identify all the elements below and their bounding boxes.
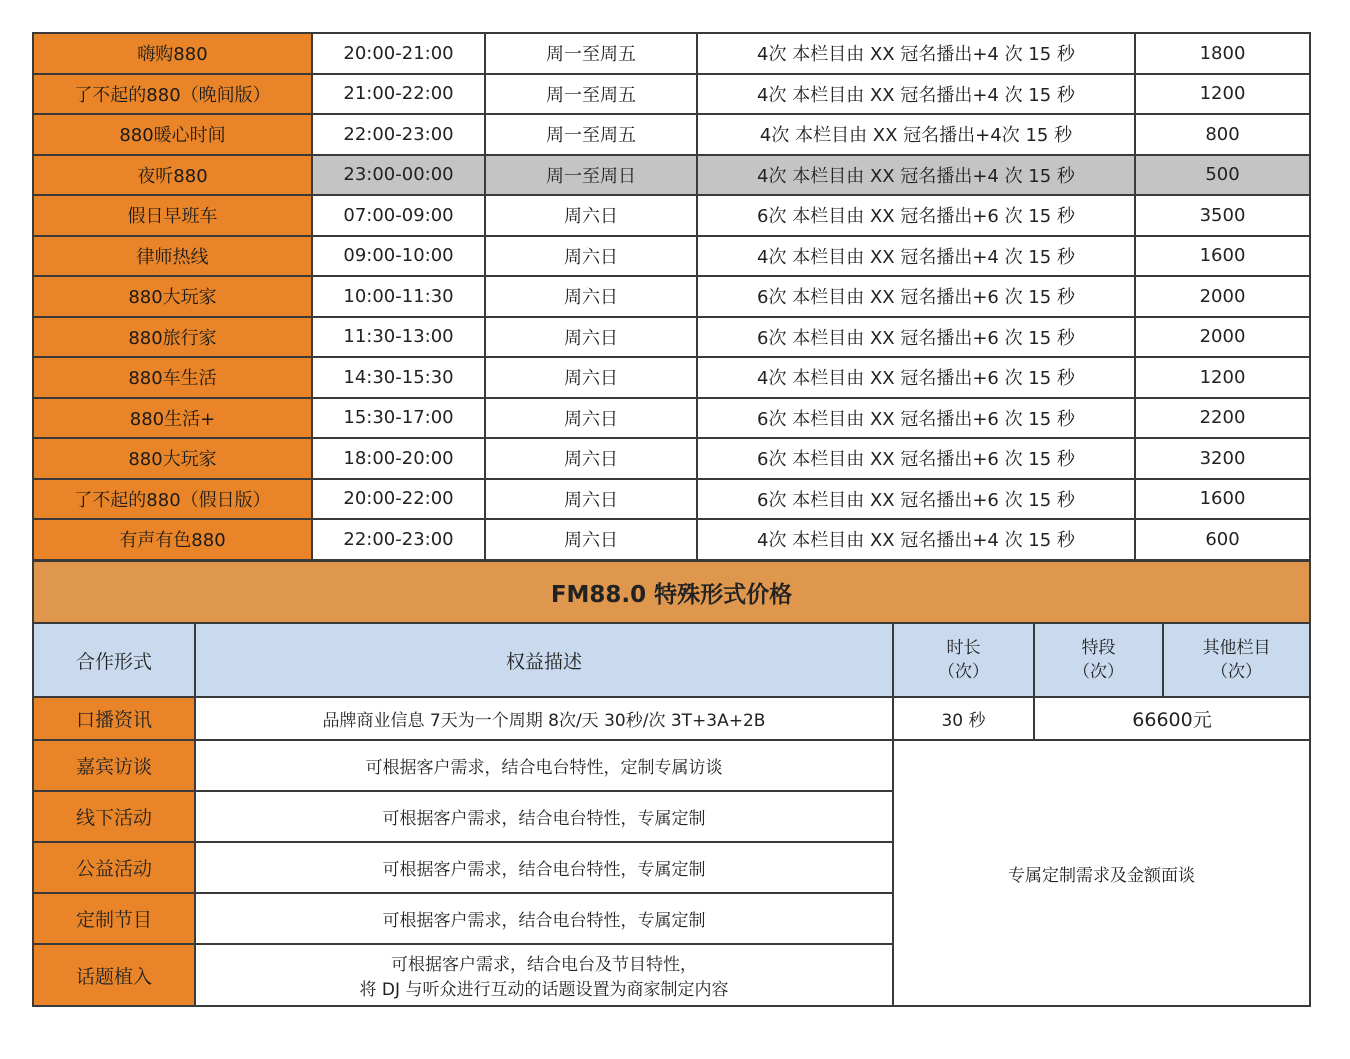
- days-cell: 周一至周五: [485, 33, 697, 74]
- days-cell: 周六日: [485, 438, 697, 479]
- desc-cell: 可根据客户需求，结合电台特性，专属定制: [195, 791, 893, 842]
- program-name-cell: 了不起的880（假日版）: [33, 479, 312, 520]
- duration-cell: 30 秒: [893, 697, 1034, 740]
- program-name-cell: 夜听880: [33, 155, 312, 196]
- time-slot-cell: 09:00-10:00: [312, 236, 485, 277]
- special-title: FM88.0 特殊形式价格: [33, 561, 1310, 623]
- form-cell: 话题植入: [33, 944, 195, 1006]
- desc-line: 可根据客户需求，结合电台及节目特性，: [391, 955, 697, 975]
- header-duration-label: 时长: [946, 638, 981, 658]
- table-row: [33, 155, 1310, 196]
- header-other-unit: （次）: [1211, 662, 1262, 682]
- time-slot-cell: 07:00-09:00: [312, 195, 485, 236]
- program-name-cell: 假日早班车: [33, 195, 312, 236]
- program-name-cell: 嗨购880: [33, 33, 312, 74]
- time-slot-cell: 23:00-00:00: [312, 155, 485, 196]
- table-row: [33, 479, 1310, 520]
- package-desc-cell: 6次 本栏目由 XX 冠名播出+6 次 15 秒: [697, 276, 1135, 317]
- time-slot-cell: 14:30-15:30: [312, 357, 485, 398]
- header-duration: [893, 623, 1034, 697]
- table-row: [33, 398, 1310, 439]
- price-cell: 800: [1135, 114, 1310, 155]
- table-row: [33, 357, 1310, 398]
- table-row: [33, 236, 1310, 277]
- form-cell: 嘉宾访谈: [33, 740, 195, 791]
- program-name-cell: 880车生活: [33, 357, 312, 398]
- days-cell: 周六日: [485, 357, 697, 398]
- price-cell: 3200: [1135, 438, 1310, 479]
- table-row: [33, 519, 1310, 560]
- days-cell: 周一至周五: [485, 74, 697, 115]
- days-cell: 周六日: [485, 236, 697, 277]
- price-cell: 600: [1135, 519, 1310, 560]
- program-name-cell: 了不起的880（晚间版）: [33, 74, 312, 115]
- time-slot-cell: 10:00-11:30: [312, 276, 485, 317]
- price-cell: 500: [1135, 155, 1310, 196]
- time-slot-cell: 11:30-13:00: [312, 317, 485, 358]
- days-cell: 周六日: [485, 317, 697, 358]
- header-form: 合作形式: [33, 623, 195, 697]
- package-desc-cell: 4次 本栏目由 XX 冠名播出+6 次 15 秒: [697, 357, 1135, 398]
- package-desc-cell: 6次 本栏目由 XX 冠名播出+6 次 15 秒: [697, 479, 1135, 520]
- price-cell: 1200: [1135, 74, 1310, 115]
- form-cell: 公益活动: [33, 842, 195, 893]
- amount-cell: 66600元: [1034, 697, 1310, 740]
- package-desc-cell: 4次 本栏目由 XX 冠名播出+4 次 15 秒: [697, 519, 1135, 560]
- desc-line: 将 DJ 与听众进行互动的话题设置为商家制定内容: [359, 980, 729, 1000]
- package-desc-cell: 4次 本栏目由 XX 冠名播出+4 次 15 秒: [697, 74, 1135, 115]
- package-desc-cell: 6次 本栏目由 XX 冠名播出+6 次 15 秒: [697, 317, 1135, 358]
- merged-note-cell: 专属定制需求及金额面谈: [893, 740, 1310, 1006]
- table-row: [33, 74, 1310, 115]
- table-row: [33, 33, 1310, 74]
- desc-cell: 可根据客户需求，结合电台特性，定制专属访谈: [195, 740, 893, 791]
- header-special-slot-label: 特段: [1081, 638, 1116, 658]
- form-cell: 口播资讯: [33, 697, 195, 740]
- price-cell: 1200: [1135, 357, 1310, 398]
- desc-cell: [195, 944, 893, 1006]
- special-format-table: [32, 560, 1311, 1007]
- price-cell: 1600: [1135, 236, 1310, 277]
- form-cell: 定制节目: [33, 893, 195, 944]
- days-cell: 周六日: [485, 195, 697, 236]
- package-desc-cell: 4次 本栏目由 XX 冠名播出+4次 15 秒: [697, 114, 1135, 155]
- price-cell: 3500: [1135, 195, 1310, 236]
- time-slot-cell: 15:30-17:00: [312, 398, 485, 439]
- program-name-cell: 880旅行家: [33, 317, 312, 358]
- time-slot-cell: 20:00-21:00: [312, 33, 485, 74]
- header-desc: 权益描述: [195, 623, 893, 697]
- program-name-cell: 律师热线: [33, 236, 312, 277]
- time-slot-cell: 21:00-22:00: [312, 74, 485, 115]
- header-duration-unit: （次）: [938, 662, 989, 682]
- form-cell: 线下活动: [33, 791, 195, 842]
- days-cell: 周一至周日: [485, 155, 697, 196]
- time-slot-cell: 22:00-23:00: [312, 114, 485, 155]
- program-name-cell: 有声有色880: [33, 519, 312, 560]
- price-cell: 2000: [1135, 317, 1310, 358]
- package-desc-cell: 6次 本栏目由 XX 冠名播出+6 次 15 秒: [697, 398, 1135, 439]
- program-name-cell: 880暖心时间: [33, 114, 312, 155]
- days-cell: 周六日: [485, 398, 697, 439]
- table-row: [33, 317, 1310, 358]
- desc-cell: 品牌商业信息 7天为一个周期 8次/天 30秒/次 3T+3A+2B: [195, 697, 893, 740]
- program-name-cell: 880大玩家: [33, 276, 312, 317]
- days-cell: 周六日: [485, 479, 697, 520]
- time-slot-cell: 20:00-22:00: [312, 479, 485, 520]
- header-other-label: 其他栏目: [1202, 638, 1271, 658]
- package-desc-cell: 6次 本栏目由 XX 冠名播出+6 次 15 秒: [697, 438, 1135, 479]
- table-row: [33, 276, 1310, 317]
- time-slot-cell: 18:00-20:00: [312, 438, 485, 479]
- price-cell: 1600: [1135, 479, 1310, 520]
- table-row: [33, 195, 1310, 236]
- package-desc-cell: 6次 本栏目由 XX 冠名播出+6 次 15 秒: [697, 195, 1135, 236]
- price-cell: 2200: [1135, 398, 1310, 439]
- days-cell: 周六日: [485, 276, 697, 317]
- package-desc-cell: 4次 本栏目由 XX 冠名播出+4 次 15 秒: [697, 155, 1135, 196]
- program-price-table: [32, 32, 1311, 561]
- package-desc-cell: 4次 本栏目由 XX 冠名播出+4 次 15 秒: [697, 33, 1135, 74]
- desc-cell: 可根据客户需求，结合电台特性，专属定制: [195, 842, 893, 893]
- table-row: [33, 114, 1310, 155]
- desc-cell: 可根据客户需求，结合电台特性，专属定制: [195, 893, 893, 944]
- header-special-slot: [1034, 623, 1163, 697]
- header-special-slot-unit: （次）: [1073, 662, 1124, 682]
- days-cell: 周六日: [485, 519, 697, 560]
- time-slot-cell: 22:00-23:00: [312, 519, 485, 560]
- program-name-cell: 880大玩家: [33, 438, 312, 479]
- header-other: [1163, 623, 1310, 697]
- table-row: [33, 438, 1310, 479]
- price-cell: 2000: [1135, 276, 1310, 317]
- price-cell: 1800: [1135, 33, 1310, 74]
- days-cell: 周一至周五: [485, 114, 697, 155]
- package-desc-cell: 4次 本栏目由 XX 冠名播出+4 次 15 秒: [697, 236, 1135, 277]
- program-name-cell: 880生活+: [33, 398, 312, 439]
